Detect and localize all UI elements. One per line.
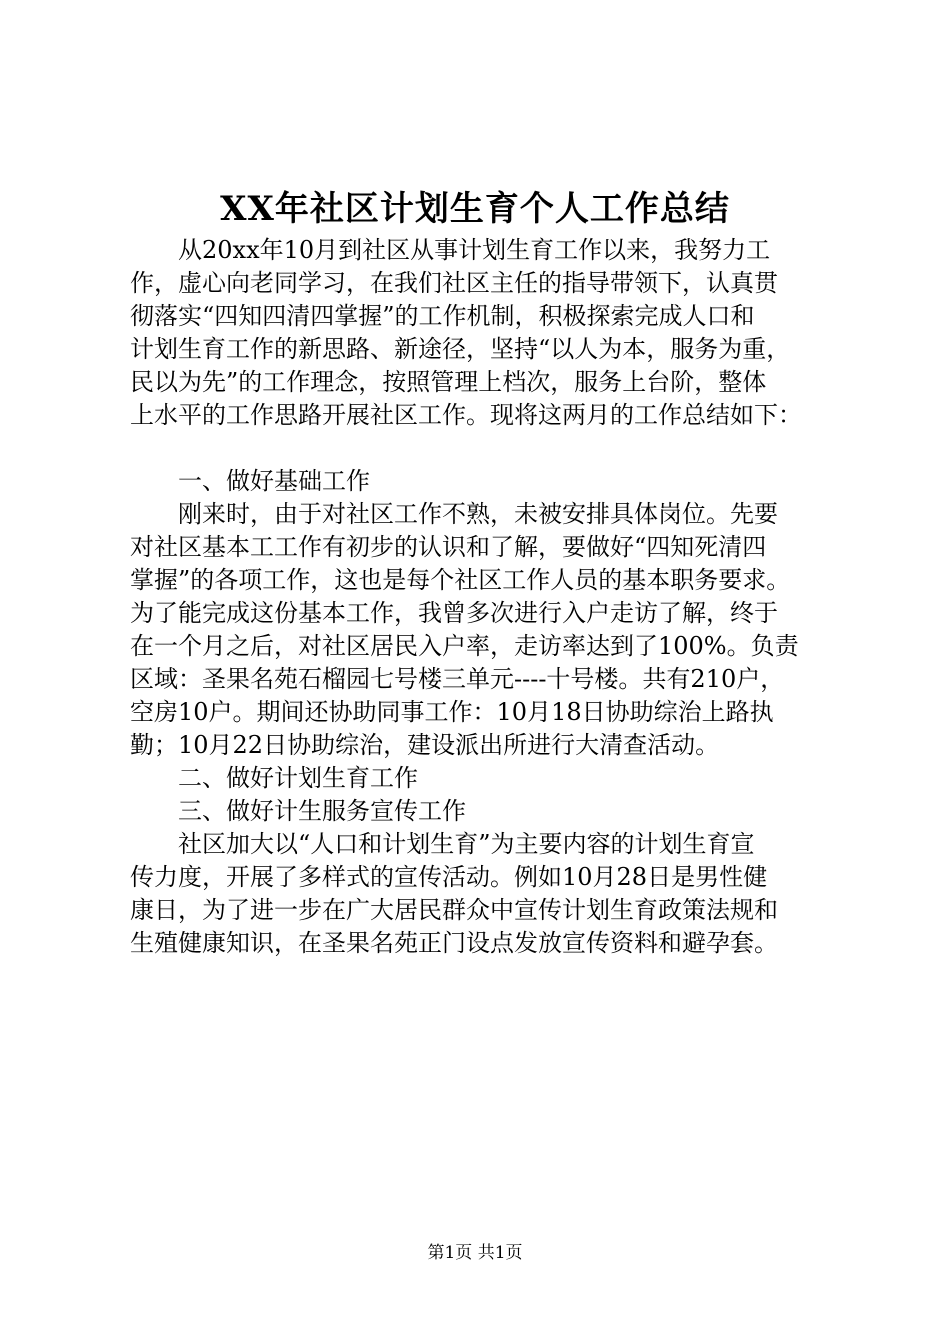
section1-line: 空房10户。期间还协助同事工作：10月18日协助综治上路执 [130,698,774,726]
section-heading-1: 一、做好基础工作 [178,467,370,495]
section1-line: 为了能完成这份基本工作，我曾多次进行入户走访了解，终于 [130,599,778,627]
intro-line: 彻落实“四知四清四掌握”的工作机制，积极探索完成人口和 [130,302,755,330]
intro-line: 民以为先”的工作理念，按照管理上档次，服务上台阶，整体 [130,368,767,396]
section-heading-3: 三、做好计生服务宣传工作 [178,797,466,825]
page-footer: 第1页 共1页 [427,1243,523,1263]
section1-line: 刚来时，由于对社区工作不熟，未被安排具体岗位。先要 [178,500,778,528]
section3-line: 生殖健康知识，在圣果名苑正门设点发放宣传资料和避孕套。 [130,929,778,957]
section1-line: 对社区基本工工作有初步的认识和了解，要做好“四知死清四 [130,533,767,561]
intro-line: 作，虚心向老同学习，在我们社区主任的指导带领下，认真贯 [130,269,778,297]
intro-line: 从20xx年10月到社区从事计划生育工作以来，我努力工 [178,236,771,264]
section3-line: 传力度，开展了多样式的宣传活动。例如10月28日是男性健 [130,863,768,891]
document-body [130,234,830,960]
section-heading-2: 二、做好计划生育工作 [178,764,418,792]
section1-line: 勤；10月22日协助综治，建设派出所进行大清查活动。 [130,731,720,759]
section1-line: 在一个月之后，对社区居民入户率，走访率达到了100%。负责 [130,632,799,660]
intro-line: 上水平的工作思路开展社区工作。现将这两月的工作总结如下： [130,401,802,429]
intro-line: 计划生育工作的新思路、新途径，坚持“以人为本，服务为重， [130,335,791,363]
section1-line: 区域：圣果名苑石榴园七号楼三单元----十号楼。共有210户， [130,665,785,693]
paragraph-spacer [130,432,830,465]
section3-line: 康日，为了进一步在广大居民群众中宣传计划生育政策法规和 [130,896,778,924]
section1-line: 掌握”的各项工作，这也是每个社区工作人员的基本职务要求。 [130,566,791,594]
section3-line: 社区加大以“人口和计划生育”为主要内容的计划生育宣 [178,830,755,858]
document-title: XX年社区计划生育个人工作总结 [220,189,730,229]
